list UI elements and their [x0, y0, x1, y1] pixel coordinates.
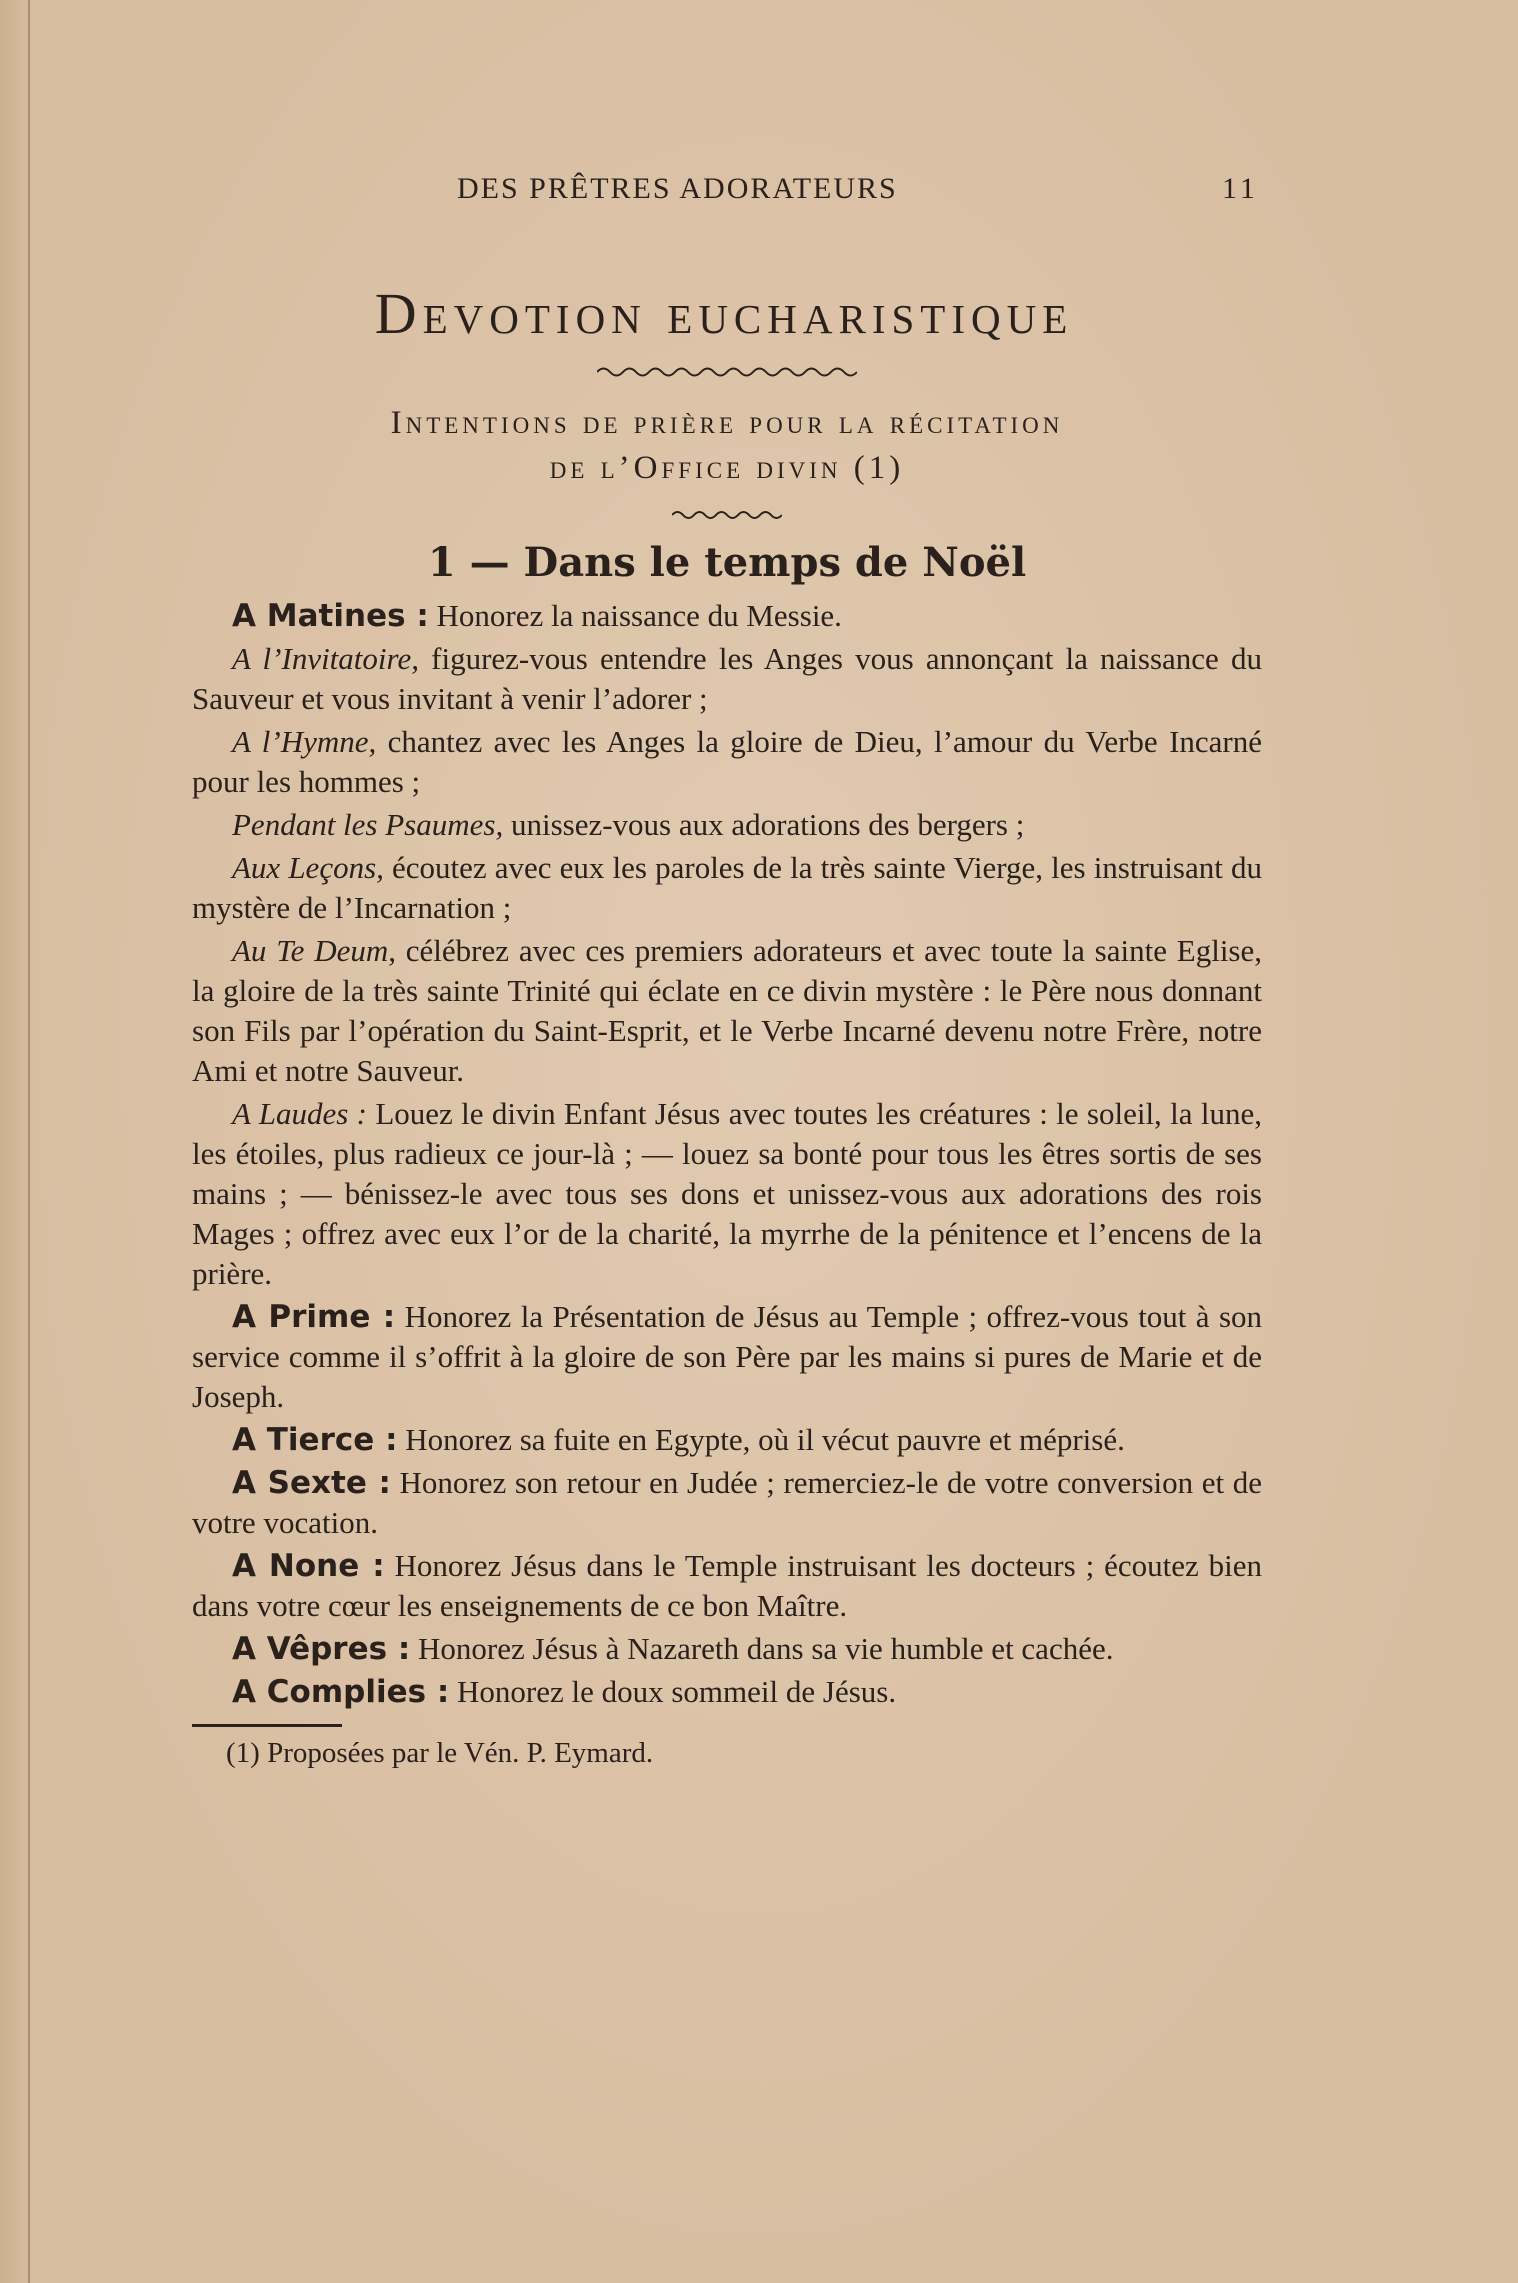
office-label: A Tierce : [232, 1422, 398, 1458]
office-label: A Vêpres : [232, 1631, 411, 1667]
office-label: A Prime : [232, 1299, 396, 1335]
paragraph-text: célébrez avec ces premiers adorateurs et avec toute la sainte Eglise, la gloire de la très sainte Trinité qui éclate en ce divin mystère : le Père nous donnant son Fils par l’opération du Saint-Esprit, et le Verbe Incarné devenu notre Frère, notre Ami et notre Sauveur. [192, 933, 1263, 1088]
paragraph-text: chantez avec les Anges la gloire de Dieu, l’amour du Verbe Incarné pour les hommes ; [192, 724, 1262, 799]
wavy-ornament-small [672, 509, 782, 521]
office-label: Aux Leçons, [232, 850, 384, 885]
paragraph [192, 1629, 1262, 1669]
office-label: A Complies : [232, 1674, 450, 1710]
paragraph [192, 1463, 1262, 1543]
paragraph [192, 596, 1262, 636]
paragraph-text: Honorez le doux sommeil de Jésus. [449, 1674, 897, 1709]
paragraph [192, 1672, 1262, 1712]
binding-rule [28, 0, 30, 2283]
page-title: Devotion eucharistique [374, 281, 1074, 346]
paragraph-text: Louez le divin Enfant Jésus avec toutes les créatures : le soleil, la lune, les étoiles, plus radieux ce jour-là ; — louez sa bonté pour tous les êtres sortis de ses mains ; — bénissez-le avec tous ses dons et unissez-vous aux adorations des rois Mages ; offrez avec eux l’or de la charité, la myrrhe de la pénitence et l’encens de la prière. [192, 1096, 1262, 1291]
footnote-rule [192, 1724, 342, 1727]
page-number: 11 [1222, 172, 1259, 205]
paragraph-text: Honorez la Présentation de Jésus au Temple ; offrez-vous tout à son service comme il s’offrit à la gloire de son Père par les mains si pures de Marie et de Joseph. [192, 1299, 1263, 1414]
binding-edge [0, 0, 42, 2283]
section-heading: 1 — Dans le temps de Noël [427, 539, 1027, 586]
page-content [192, 160, 1262, 1770]
office-label: A Laudes : [232, 1096, 367, 1131]
running-head [192, 160, 1262, 220]
paragraph-list [192, 596, 1262, 1712]
office-label: A None : [232, 1548, 385, 1584]
office-label: Au Te Deum, [232, 933, 396, 968]
paragraph [192, 805, 1262, 845]
office-label: A Sexte : [232, 1465, 391, 1501]
paragraph-text: unissez-vous aux adorations des bergers ; [503, 807, 1025, 842]
paragraph [192, 1297, 1262, 1417]
paragraph [192, 1094, 1262, 1294]
paragraph-text: Honorez son retour en Judée ; remerciez-le de votre conversion et de votre vocation. [192, 1465, 1263, 1540]
paragraph-text: Honorez Jésus à Nazareth dans sa vie humble et cachée. [410, 1631, 1114, 1666]
paragraph [192, 848, 1262, 928]
paragraph-text: Honorez sa fuite en Egypte, où il vécut pauvre et méprisé. [397, 1422, 1125, 1457]
office-label: A l’Invitatoire, [232, 641, 419, 676]
paragraph [192, 639, 1262, 719]
office-label: A l’Hymne, [232, 724, 377, 759]
running-title: DES PRÊTRES ADORATEURS [457, 172, 898, 205]
paragraph [192, 931, 1262, 1091]
subtitle-line-2: de l’Office divin (1) [549, 450, 905, 486]
footnote: (1) Proposées par le Vén. P. Eymard. [226, 1737, 654, 1769]
paragraph-text: figurez-vous entendre les Anges vous annonçant la naissance du Sauveur et vous invitant à venir l’adorer ; [192, 641, 1262, 716]
office-label: A Matines : [232, 598, 429, 634]
paragraph-text: Honorez Jésus dans le Temple instruisant les docteurs ; écoutez bien dans votre cœur les enseignements de ce bon Maître. [192, 1548, 1262, 1623]
paragraph-text: écoutez avec eux les paroles de la très sainte Vierge, les instruisant du mystère de l’Incarnation ; [192, 850, 1262, 925]
paragraph [192, 1546, 1262, 1626]
paragraph [192, 1420, 1262, 1460]
wavy-ornament [597, 365, 857, 379]
subtitle [192, 401, 1262, 491]
office-label: Pendant les Psaumes, [232, 807, 504, 842]
subtitle-line-1: Intentions de prière pour la récitation [390, 405, 1064, 441]
paragraph [192, 722, 1262, 802]
paragraph-text: Honorez la naissance du Messie. [428, 598, 842, 633]
